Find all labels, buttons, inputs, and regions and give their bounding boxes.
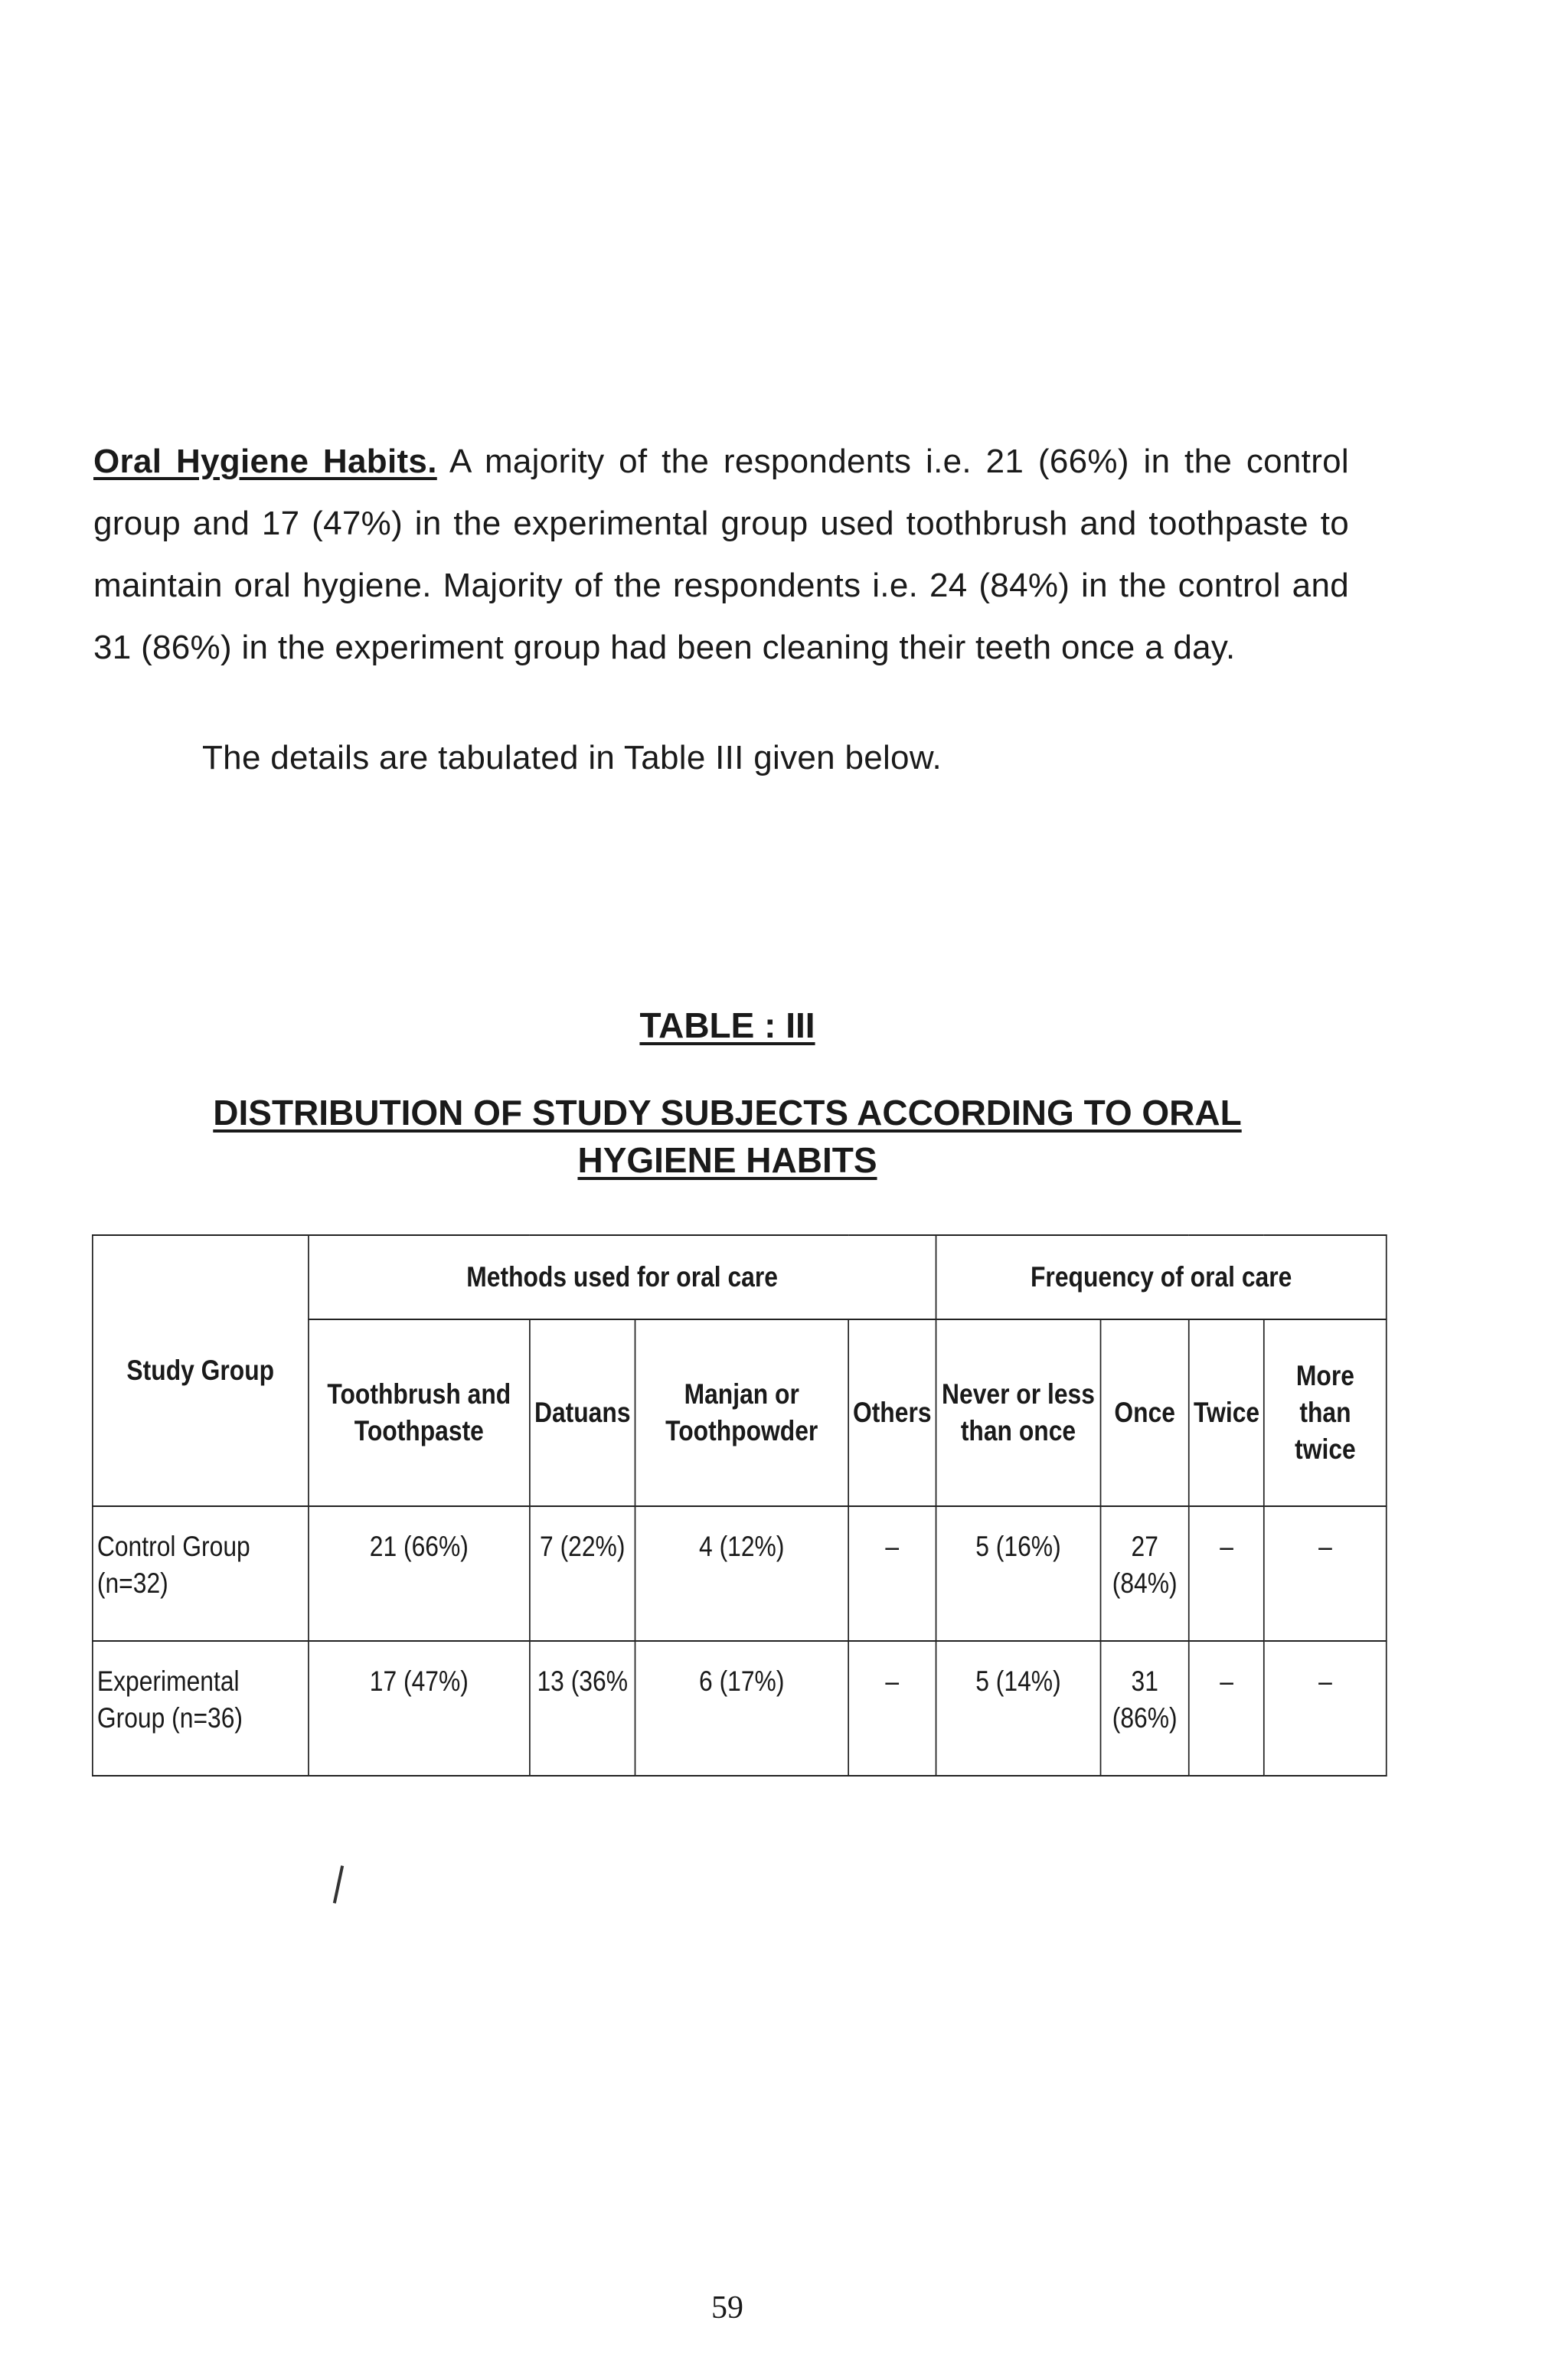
table-cell: 13 (36% — [530, 1641, 635, 1776]
methods-group-header: Methods used for oral care — [309, 1235, 936, 1319]
table-title-line-2: HYGIENE HABITS — [577, 1140, 877, 1180]
column-header: Never or less than once — [936, 1319, 1101, 1506]
section-heading: Oral Hygiene Habits. — [93, 443, 437, 480]
table-cell: 7 (22%) — [530, 1506, 635, 1641]
table-label: TABLE : III — [639, 1005, 815, 1045]
table-cell: – — [848, 1506, 936, 1641]
table-cell: 4 (12%) — [635, 1506, 848, 1641]
table-cell: 5 (16%) — [936, 1506, 1101, 1641]
study-group-cell: Experimental Group (n=36) — [93, 1641, 309, 1776]
table-cell: 6 (17%) — [635, 1641, 848, 1776]
frequency-group-header: Frequency of oral care — [936, 1235, 1387, 1319]
column-header: Toothbrush and Toothpaste — [309, 1319, 530, 1506]
table-cell: 27 (84%) — [1100, 1506, 1189, 1641]
column-header: More than twice — [1264, 1319, 1387, 1506]
table-cell: – — [1264, 1506, 1387, 1641]
paragraph-text: A majority of the respondents i.e. 21 (66%) in the control group and 17 (47%) in the experimental group used toothbrush and toothpaste to maintain oral hygiene. Majority of the respondents i.e. 24 (84%) in the control and 31 (86%) in the experiment group had been cleaning their teeth once a day. — [93, 443, 1349, 666]
table-row — [93, 1506, 1387, 1641]
table-cell: – — [1264, 1641, 1387, 1776]
column-header: Datuans — [530, 1319, 635, 1506]
study-group-header: Study Group — [93, 1235, 309, 1506]
table-cell: – — [1189, 1641, 1264, 1776]
table-title — [130, 1089, 1325, 1184]
pen-mark — [333, 1865, 344, 1904]
table-group-header-row — [93, 1235, 1387, 1319]
table-cell: – — [848, 1641, 936, 1776]
oral-hygiene-table — [92, 1234, 1387, 1777]
table-cell: 5 (14%) — [936, 1641, 1101, 1776]
body-paragraph — [93, 430, 1349, 678]
table-reference-sentence: The details are tabulated in Table III given below. — [202, 739, 942, 776]
page-number: 59 — [711, 2290, 743, 2326]
table-row — [93, 1641, 1387, 1776]
table-cell: 17 (47%) — [309, 1641, 530, 1776]
column-header: Twice — [1189, 1319, 1264, 1506]
column-header: Manjan or Toothpowder — [635, 1319, 848, 1506]
table-cell: 21 (66%) — [309, 1506, 530, 1641]
table-cell: – — [1189, 1506, 1264, 1641]
table-title-line-1: DISTRIBUTION OF STUDY SUBJECTS ACCORDING TO ORAL — [213, 1093, 1242, 1133]
study-group-cell: Control Group (n=32) — [93, 1506, 309, 1641]
column-header: Once — [1100, 1319, 1189, 1506]
column-header: Others — [848, 1319, 936, 1506]
table-cell: 31 (86%) — [1100, 1641, 1189, 1776]
